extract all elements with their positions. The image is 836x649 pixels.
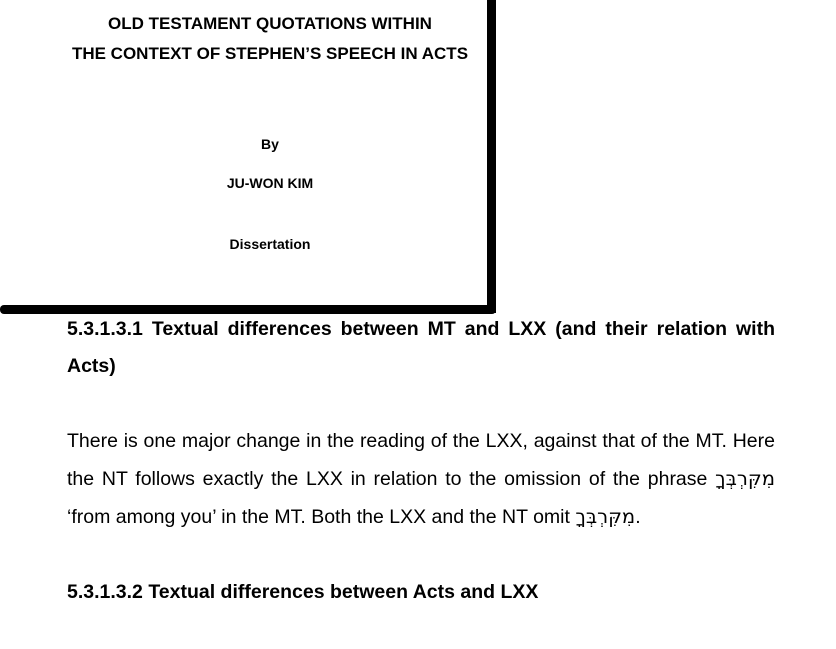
document-body (67, 311, 775, 611)
section-paragraph (67, 423, 775, 536)
cover-title (40, 9, 500, 69)
paragraph-text-part-1: There is one major change in the reading of the LXX, against that of the MT. Here the NT follows exactly the LXX in relation to the omission of the phrase (67, 430, 775, 490)
section-heading-5-3-1-3-2: 5.3.1.3.2 Textual differences between Acts and LXX (67, 581, 539, 603)
section-spacer (67, 385, 775, 423)
paragraph-text-part-2: ‘from among you’ in the MT. Both the LXX and the NT omit (67, 506, 576, 528)
cover-author: JU-WON KIM (226, 175, 314, 191)
cover-title-line-2: THE CONTEXT OF STEPHEN’S SPEECH IN ACTS (71, 44, 469, 63)
cover-document-type: Dissertation (229, 236, 311, 252)
hebrew-phrase: מִקִּרְבְּךָ (715, 467, 775, 490)
cover-border-right (487, 0, 496, 313)
cover-by-label: By (261, 136, 279, 152)
cover-title-line-1: OLD TESTAMENT QUOTATIONS WITHIN (108, 14, 432, 33)
section-spacer (67, 536, 775, 574)
cover-page (0, 0, 490, 309)
paragraph-text-end: . (635, 506, 641, 528)
hebrew-phrase-repeat: מִקִּרְבְּךָ (575, 505, 636, 528)
section-heading-5-3-1-3-1: 5.3.1.3.1 Textual differences between MT and LXX (and their relation with Acts) (67, 318, 775, 377)
